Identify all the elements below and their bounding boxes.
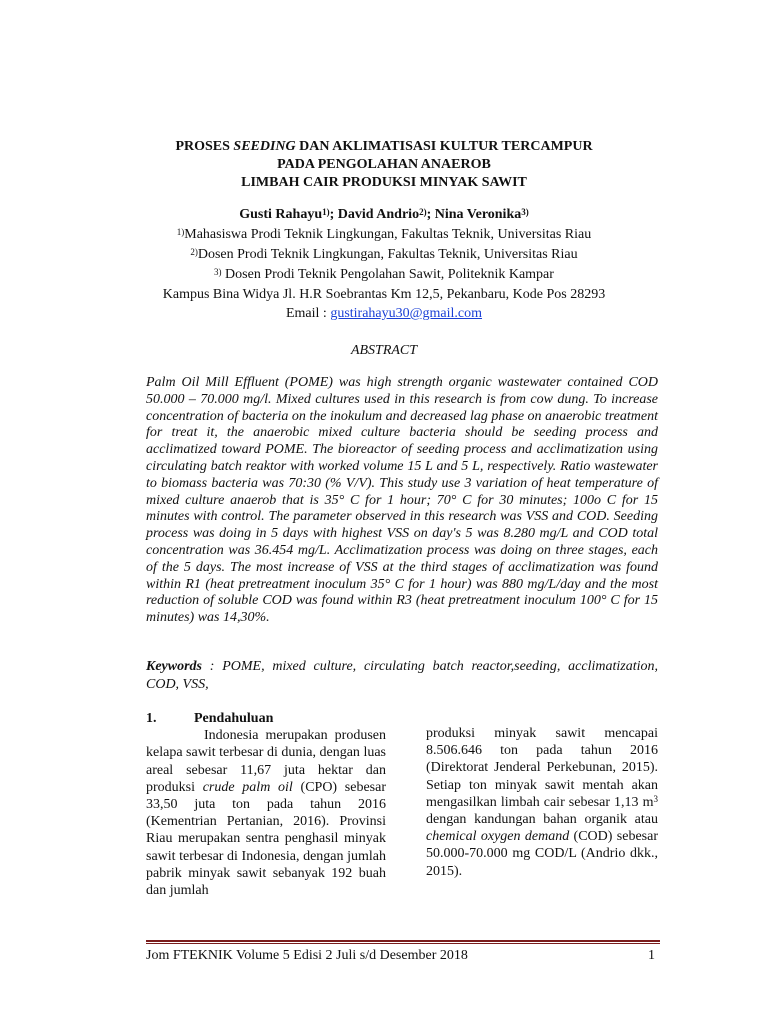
left-paragraph	[146, 727, 386, 899]
affiliation-3	[0, 266, 768, 284]
keywords-text: : POME, mixed culture, circulating batch reactor,seeding, acclimatization, COD, VSS,	[146, 659, 658, 692]
section-number: 1.	[146, 711, 157, 726]
title-text: DAN AKLIMATISASI KULTUR TERCAMPUR	[295, 139, 593, 154]
left-column	[146, 710, 386, 899]
email-line	[0, 305, 768, 323]
author-sup: 3)	[521, 207, 529, 217]
paragraph-text: dengan kandungan bahan organik atau	[426, 812, 658, 828]
author-name: Gusti Rahayu	[239, 207, 323, 222]
title-line-3: LIMBAH CAIR PRODUKSI MINYAK SAWIT	[241, 175, 527, 190]
email-label: Email :	[285, 306, 331, 321]
paragraph-text: Indonesia merupakan produsen kelapa sawit terbesar di dunia, dengan luas areal sebesar 11,67 juta hektar dan produksi	[146, 728, 386, 795]
paragraph-text: (CPO) sebesar 33,50 juta ton pada tahun 2016 (Kementrian Pertanian, 2016). Provinsi Riau merupakan sentra penghasil minyak sawit terbesar di Indonesia, dengan jumlah pabrik minyak sawit sebanyak 192 buah dan jumlah	[146, 779, 387, 899]
abstract-heading: ABSTRACT	[350, 343, 418, 358]
section-title: Pendahuluan	[194, 711, 274, 726]
keywords	[146, 658, 658, 694]
paragraph-sup: 3	[653, 793, 658, 804]
affiliation-text: Dosen Prodi Teknik Lingkungan, Fakultas Teknik, Universitas Riau	[197, 247, 578, 262]
right-column	[426, 725, 658, 880]
footer-journal: Jom FTEKNIK Volume 5 Edisi 2 Juli s/d Desember 2018	[146, 948, 468, 963]
author-name: ; David Andrio	[329, 207, 420, 222]
paper-title	[0, 138, 768, 192]
affiliation-text: Dosen Prodi Teknik Pengolahan Sawit, Politeknik Kampar	[221, 267, 554, 282]
title-line-1	[0, 138, 768, 156]
page-number: 1	[648, 948, 655, 963]
paragraph-italic: crude palm oil	[202, 779, 293, 795]
author-name: ; Nina Veronika	[426, 207, 522, 222]
title-text: PROSES	[175, 139, 234, 154]
abstract-body: Palm Oil Mill Effluent (POME) was high strength organic wastewater contained COD 50.000 – 70.000 mg/l. Mixed cultures used in this research is from cow dung. To increase concentration of bacteria on the inokulum and decreased lag phase on anaerobic treatment for treat it, the anaerobic mixed culture bacteria should be seeding process and acclimatized toward POME. The bioreactor of seeding process and acclimatization using circulating batch reaktor with worked volume 15 L and 5 L, respectively. Ratio wastewater to biomass bacteria was 70:30 (% V/V). This study use 3 variation of heat temperature of mixed culture anaerob that is 35° C for 1 hour; 70° C for 30 minutes; 100o C for 15 minutes with control. The parameter observed in this research was VSS and COD. Seeding process was doing in 5 days with highest VSS on day's 5 was 8.280 mg/L and COD total concentration was 36.454 mg/L. Acclimatization process was doing on three stages, each of the 5 days. The most increase of VSS at the third stages of acclimatization was found within R1 (heat pretreatment inoculum 35° C for 1 hour) was 880 mg/L/day and the most reduction of soluble COD was found within R3 (heat pretreatment inoculum 100° C for 15 minutes) was 14,30%.	[146, 375, 658, 626]
affiliation-2	[0, 246, 768, 264]
paragraph-text: (COD) sebesar 50.000-70.000 mg COD/L (Andrio dkk., 2015).	[426, 829, 658, 879]
author-list	[0, 206, 768, 224]
title-italic: SEEDING	[233, 139, 296, 154]
affiliation-sup: 1)	[176, 227, 185, 237]
footer-divider	[146, 940, 660, 944]
affiliation-sup: 2)	[190, 247, 198, 257]
author-sup: 2)	[419, 207, 427, 217]
address: Kampus Bina Widya Jl. H.R Soebrantas Km 12,5, Pekanbaru, Kode Pos 28293	[162, 287, 606, 302]
title-line-2: PADA PENGOLAHAN ANAEROB	[277, 157, 491, 172]
affiliation-sup: 3)	[214, 267, 222, 277]
paragraph-italic: chemical oxygen demand	[426, 829, 570, 845]
email-link[interactable]: gustirahayu30@gmail.com	[330, 306, 483, 321]
right-paragraph	[426, 725, 658, 880]
author-sup: 1)	[322, 207, 330, 217]
keywords-label: Keywords	[146, 659, 202, 674]
affiliation-1	[0, 226, 768, 244]
paragraph-text: produksi minyak sawit mencapai 8.506.646 ton pada tahun 2016 (Direktorat Jenderal Perkebunan, 2015). Setiap ton minyak sawit mentah akan mengasilkan limbah cair sebesar 1,13 m	[426, 726, 658, 810]
affiliation-text: Mahasiswa Prodi Teknik Lingkungan, Fakultas Teknik, Universitas Riau	[184, 227, 592, 242]
section-heading	[146, 710, 386, 727]
